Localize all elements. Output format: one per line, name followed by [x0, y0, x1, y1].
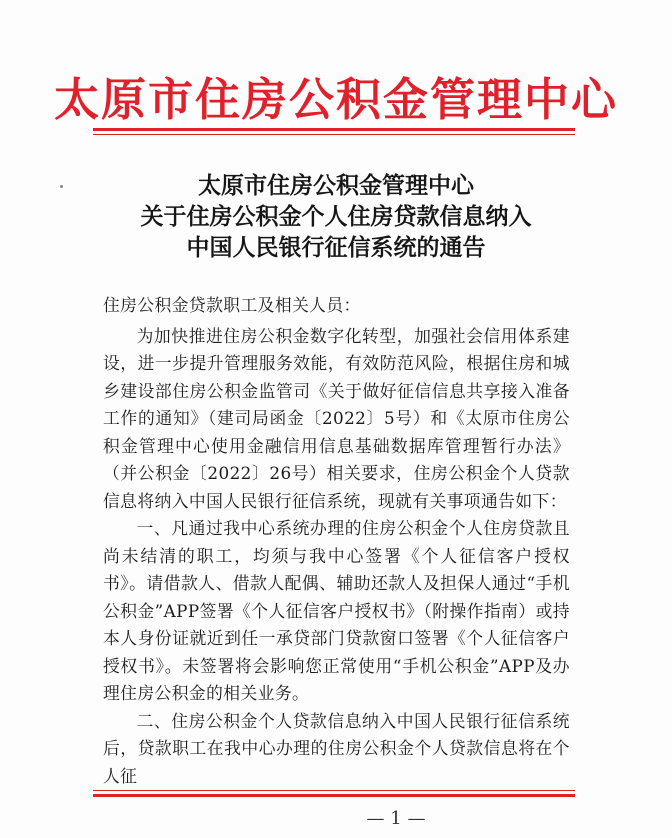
- document-body: [103, 292, 570, 790]
- title-line-1: 太原市住房公积金管理中心: [198, 172, 474, 199]
- red-header-org-name: 太原市住房公积金管理中心: [53, 73, 618, 126]
- document-title: [0, 170, 672, 263]
- footer-red-rule-thick: [93, 794, 575, 797]
- paragraph-intro: 为加快推进住房公积金数字化转型，加强社会信用体系建设，进一步提升管理服务效能，有效防范风险，根据住房和城乡建设部住房公积金监管司《关于做好征信信息共享接入准备工作的通知》（建司局函金〔2022〕5号）和《太原市住房公积金管理中心使用金融信用信息基础数据库管理暂行办法》（并公积金〔2022〕26号）相关要求，住房公积金个人贷款信息将纳入中国人民银行征信系统，现就有关事项通告如下：: [103, 325, 570, 511]
- footer-red-rule-thin: [93, 790, 575, 791]
- paragraph-item-1: 一、凡通过我中心系统办理的住房公积金个人住房贷款且尚未结清的职工，均须与我中心签署《个人征信客户授权书》。请借款人、借款人配偶、辅助还款人及担保人通过“手机公积金”APP签署《个人征信客户授权书》（附操作指南）或持本人身份证就近到任一承贷部门贷款窗口签署《个人征信客户授权书》。未签署将会影响您正常使用“手机公积金”APP及办理住房公积金的相关业务。: [103, 518, 570, 703]
- title-line-2: 关于住房公积金个人住房贷款信息纳入: [140, 203, 532, 230]
- paragraph-item-2: 二、住房公积金个人贷款信息纳入中国人民银行征信系统后，贷款职工在我中心办理的住房公积金个人贷款信息将在个人征: [103, 710, 570, 786]
- header-red-rule-thin: [93, 134, 575, 135]
- salutation: 住房公积金贷款职工及相关人员：: [103, 295, 361, 315]
- header-red-rule-thick: [93, 128, 575, 131]
- page-number: — 1 —: [366, 808, 426, 829]
- title-line-3: 中国人民银行征信系统的通告: [186, 234, 486, 261]
